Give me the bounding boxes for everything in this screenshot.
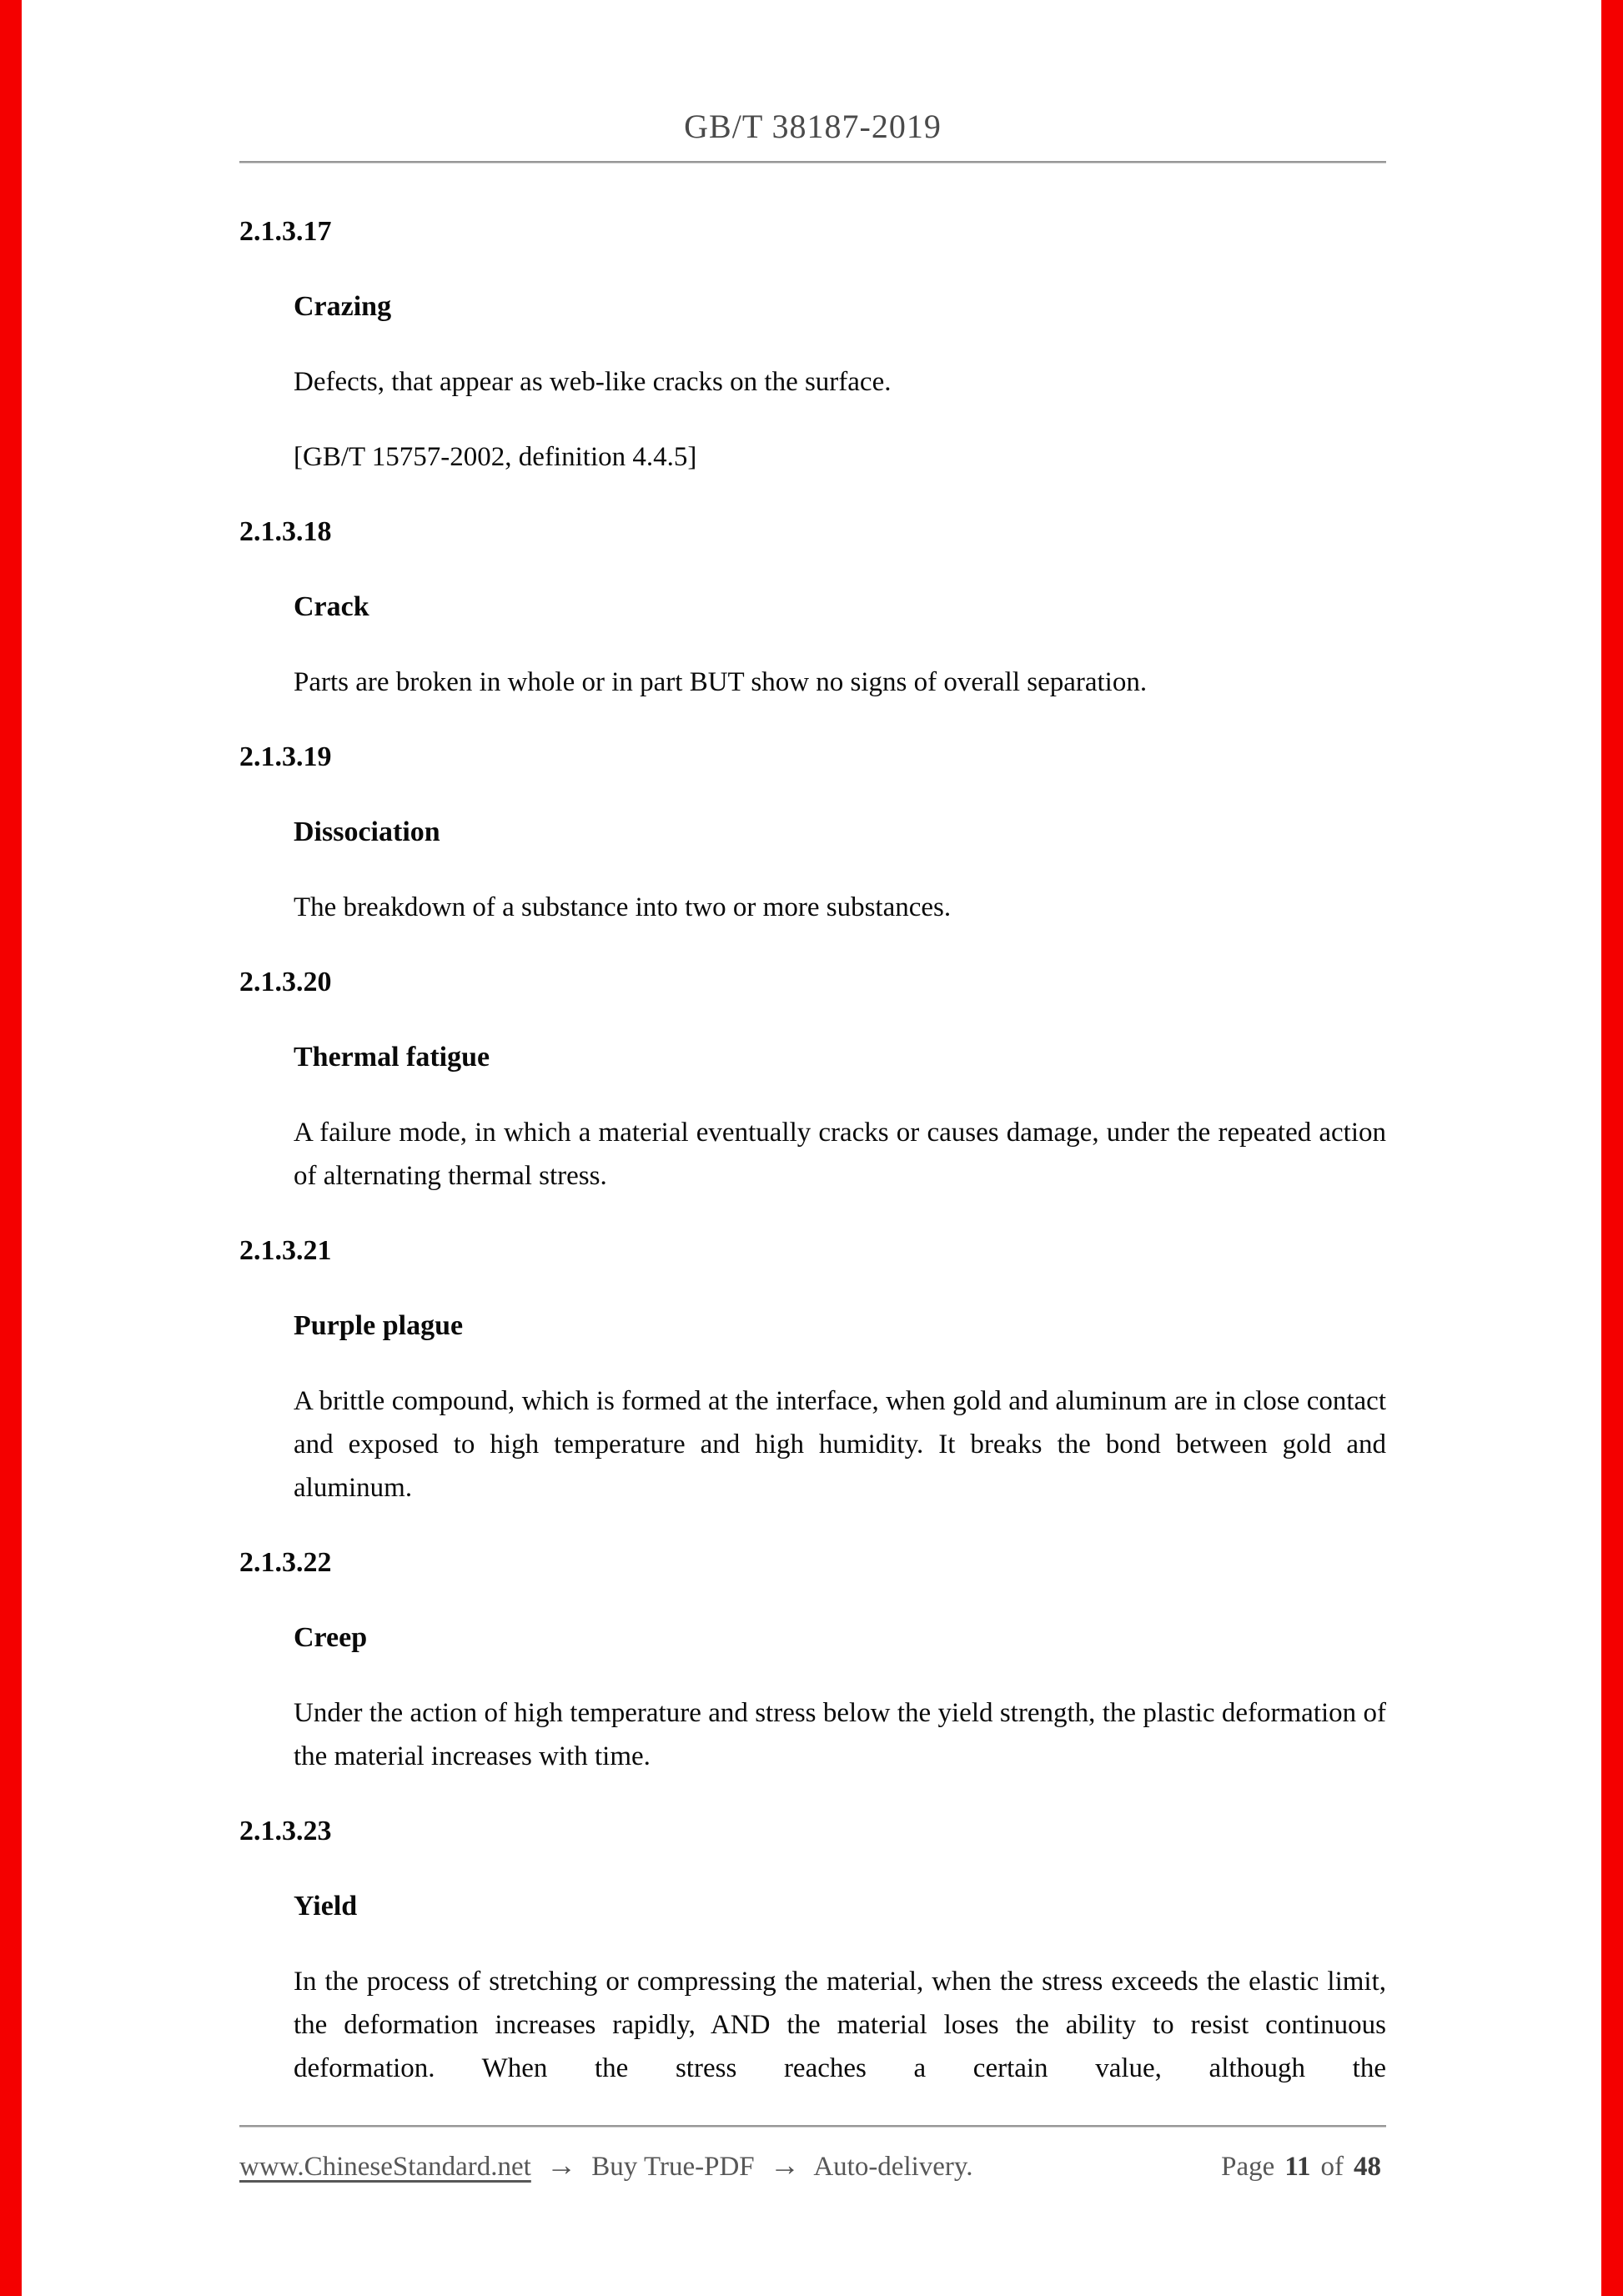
definition-text: Parts are broken in whole or in part BUT show no signs of overall separation. xyxy=(294,667,1148,697)
definition-text: Defects, that appear as web-like cracks on the surface. xyxy=(294,367,892,397)
standard-code-title: GB/T 38187-2019 xyxy=(684,108,942,145)
definition-text: A brittle compound, which is formed at the interface, when gold and aluminum are in close contact and exposed to high temperature and high humidity. It breaks the bond between gold and aluminum. xyxy=(294,1386,1386,1503)
definition-text: In the process of stretching or compressing the material, when the stress exceeds the elastic limit, the deformation increases rapidly, AND the material loses the ability to resist continuous deformation. When the stress reaches a certain value, although the xyxy=(294,1967,1386,2083)
page-label: Page xyxy=(1221,2152,1275,2182)
source-citation: [GB/T 15757-2002, definition 4.4.5] xyxy=(294,442,697,472)
section-number: 2.1.3.19 xyxy=(239,741,332,772)
section-number: 2.1.3.21 xyxy=(239,1235,332,1266)
right-red-edge-bar xyxy=(1601,0,1623,2296)
website-link[interactable]: www.ChineseStandard.net xyxy=(239,2152,531,2182)
page-footer xyxy=(239,2145,1386,2187)
right-arrow-icon: → xyxy=(546,2148,577,2182)
term-section xyxy=(239,210,1386,479)
section-number: 2.1.3.23 xyxy=(239,1816,332,1846)
term-title: Creep xyxy=(294,1622,368,1653)
term-section xyxy=(239,736,1386,929)
of-label: of xyxy=(1320,2152,1344,2182)
section-number: 2.1.3.18 xyxy=(239,516,332,547)
section-number: 2.1.3.22 xyxy=(239,1547,332,1578)
terms-definitions-list xyxy=(239,163,1386,2090)
term-title: Thermal fatigue xyxy=(294,1042,490,1073)
term-title: Crazing xyxy=(294,291,392,322)
footer-branding xyxy=(239,2145,973,2187)
left-red-edge-bar xyxy=(0,0,22,2296)
definition-text: The breakdown of a substance into two or more substances. xyxy=(294,892,952,922)
page-header xyxy=(239,0,1386,163)
page-indicator xyxy=(1216,2147,1386,2187)
term-title: Yield xyxy=(294,1891,358,1922)
term-title: Purple plague xyxy=(294,1310,464,1341)
term-section xyxy=(239,961,1386,1198)
right-arrow-icon: → xyxy=(769,2148,800,2182)
auto-delivery-label: Auto-delivery. xyxy=(813,2152,973,2182)
term-title: Dissociation xyxy=(294,816,440,847)
definition-text: A failure mode, in which a material eventually cracks or causes damage, under the repeated action of alternating thermal stress. xyxy=(294,1118,1386,1191)
term-section xyxy=(239,1229,1386,1510)
term-section xyxy=(239,1541,1386,1778)
term-section xyxy=(239,510,1386,704)
section-number: 2.1.3.20 xyxy=(239,967,332,997)
section-number: 2.1.3.17 xyxy=(239,216,332,247)
term-section xyxy=(239,1810,1386,2090)
current-page-number: 11 xyxy=(1284,2152,1311,2182)
total-page-count: 48 xyxy=(1354,2152,1381,2182)
definition-text: Under the action of high temperature and stress below the yield strength, the plastic deformation of the material increases with time. xyxy=(294,1698,1386,1771)
term-title: Crack xyxy=(294,591,369,622)
buy-true-pdf-label: Buy True-PDF xyxy=(591,2152,755,2182)
footer-divider xyxy=(239,2125,1386,2128)
